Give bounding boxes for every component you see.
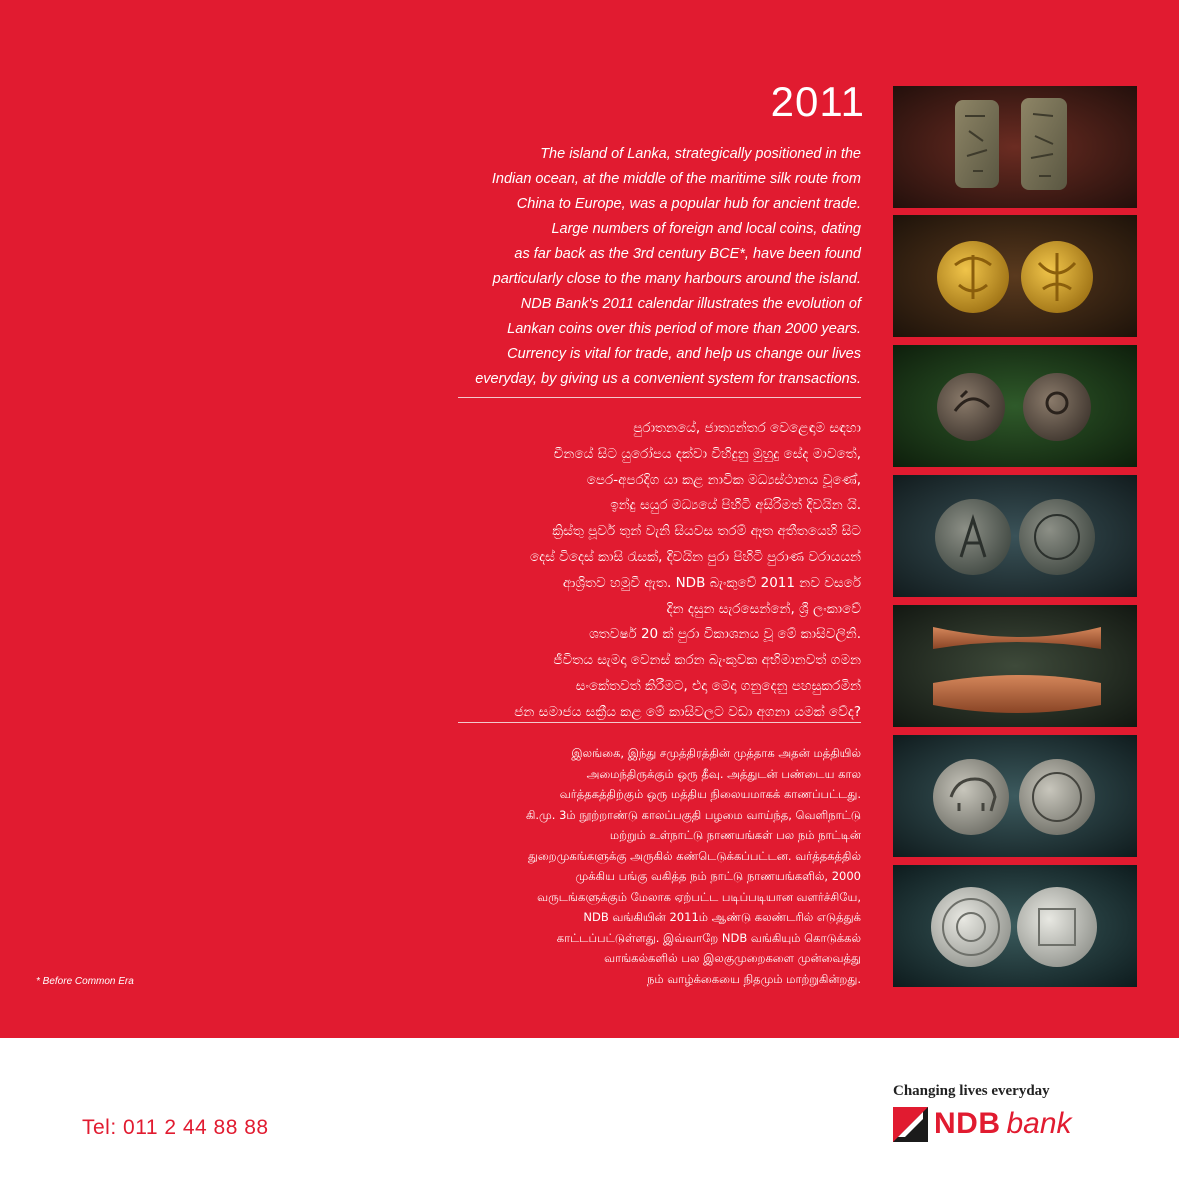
sinhala-line: පෙර-අපරදිග යා කළ නාවික මධ්‍යස්ථානය වූණේ, xyxy=(586,471,861,488)
logo-bank-text: bank xyxy=(1006,1107,1072,1140)
english-line: Currency is vital for trade, and help us change our lives xyxy=(507,346,861,362)
divider xyxy=(458,397,861,398)
sinhala-intro-text xyxy=(401,416,861,726)
sinhala-line: ශතවර්ෂ 20 ක් පුරා විකාශනය වූ මේ කාසිවලිනි. xyxy=(589,626,861,643)
english-line: The island of Lanka, strategically positioned in the xyxy=(540,146,861,162)
tamil-line: வர்த்தகத்திற்கும் ஒரு மத்திய நிலையமாகக் காணப்பட்டது. xyxy=(559,787,861,801)
sinhala-line: ජීවිතය සැමදා වෙනස් කරන බැංකුවක අභිමානවත් ගමන xyxy=(553,652,861,669)
telephone-number: Tel: 011 2 44 88 88 xyxy=(82,1116,269,1139)
coin-photo-copper-lettered xyxy=(893,475,1137,597)
logo-ndb-text: NDB xyxy=(934,1107,1001,1140)
tamil-line: வாங்கல்களில் பல இலகுமுறைகளை முன்வைத்து xyxy=(604,951,861,965)
sinhala-line: සංකේතවත් කිරීමට, එදා මෙදා ගනුදෙනු පහසුකරමින් xyxy=(575,677,861,694)
sinhala-line: ආශ්‍රිතව හමුවී ඇත. NDB බැංකුවේ 2011 නව වසරේ xyxy=(562,574,861,591)
tagline: Changing lives everyday xyxy=(893,1083,1050,1099)
tamil-line: NDB வங்கியின் 2011ம் ஆண்டு கலண்டரில் எடுத்துக் xyxy=(583,910,861,924)
coin-photo-punch-marked xyxy=(893,86,1137,208)
tamil-line: முக்கிய பங்கு வகித்த நம் நாட்டு நாணயங்களில், 2000 xyxy=(575,869,861,883)
sinhala-line: පුරාතනයේ, ජාත්‍යන්තර වෙළෙඳාම සඳහා xyxy=(633,420,861,436)
english-line: everyday, by giving us a convenient system for transactions. xyxy=(475,371,861,387)
sinhala-line: ක්‍රිස්තු පූර්ව තුන් වැනි සියවස තරම් ඈත අතීතයෙහි සිට xyxy=(552,523,861,540)
tamil-line: இலங்கை, இந்து சமுத்திரத்தின் முத்தாக அதன் மத்தியில் xyxy=(571,746,861,760)
tamil-line: கி.மு. 3ம் நூற்றாண்டு காலப்பகுதி பழமை வாய்ந்த, வெளிநாட்டு xyxy=(525,807,861,822)
tamil-line: காட்டப்பட்டுள்ளது. இவ்வாறே NDB வங்கியும் கொடுக்கல் xyxy=(556,930,861,945)
ndb-bank-logo xyxy=(893,1106,1072,1142)
english-line: as far back as the 3rd century BCE*, have been found xyxy=(514,246,861,262)
sinhala-line: ඉන්දු සයුර මධ්‍යයේ පිහිටි අසිරිමත් දිවයින යි. xyxy=(610,497,861,514)
coin-photo-modern xyxy=(893,865,1137,987)
footnote: * Before Common Era xyxy=(36,976,134,987)
coin-photo-gold xyxy=(893,215,1137,337)
calendar-year: 2011 xyxy=(770,78,865,125)
tamil-intro-text xyxy=(401,743,861,989)
sinhala-line: ජන සමාජය සක්‍රීය කළ මේ කාසිවලට වඩා අගනා යමක් වේද? xyxy=(514,703,861,720)
sinhala-line: දින දසුන සැරසෙන්නේ, ශ්‍රී ලංකාවේ xyxy=(666,600,861,617)
english-line: NDB Bank's 2011 calendar illustrates the evolution of xyxy=(520,296,861,312)
sinhala-line: චීනයේ සිට යුරෝපය දක්වා විහිදුනු මුහුදු සේද මාවතේ, xyxy=(553,445,861,462)
tamil-line: வருடங்களுக்கும் மேலாக ஏற்பட்ட படிப்படியான வளர்ச்சியே, xyxy=(537,889,861,904)
coin-photo-bronze xyxy=(893,345,1137,467)
logo-mark-icon xyxy=(893,1107,928,1142)
tamil-line: நம் வாழ்க்கையை நிதமும் மாற்றுகின்றது. xyxy=(647,971,861,986)
english-intro-text xyxy=(401,142,861,392)
english-line: Large numbers of foreign and local coins, dating xyxy=(551,221,861,237)
english-line: Indian ocean, at the middle of the maritime silk route from xyxy=(491,171,861,187)
coin-photo-elephant xyxy=(893,735,1137,857)
tamil-line: மற்றும் உள்நாட்டு நாணயங்கள் பல நம் நாட்டின் xyxy=(609,828,861,842)
coin-photo-copper-bars xyxy=(893,605,1137,727)
english-line: China to Europe, was a popular hub for ancient trade. xyxy=(516,196,861,212)
english-line: Lankan coins over this period of more than 2000 years. xyxy=(507,321,861,337)
english-line: particularly close to the many harbours around the island. xyxy=(492,271,861,287)
sinhala-line: දෙස් විදෙස් කාසි රැසක්, දිවයින පුරා පිහිටි පුරාණ වරායයන් xyxy=(529,548,861,565)
divider xyxy=(458,722,861,723)
tamil-line: அமைந்திருக்கும் ஒரு தீவு. அத்துடன் பண்டைய கால xyxy=(586,766,861,781)
tamil-line: துறைமுகங்களுக்கு அருகில் கண்டெடுக்கப்பட்டன. வர்த்தகத்தில் xyxy=(527,848,861,863)
